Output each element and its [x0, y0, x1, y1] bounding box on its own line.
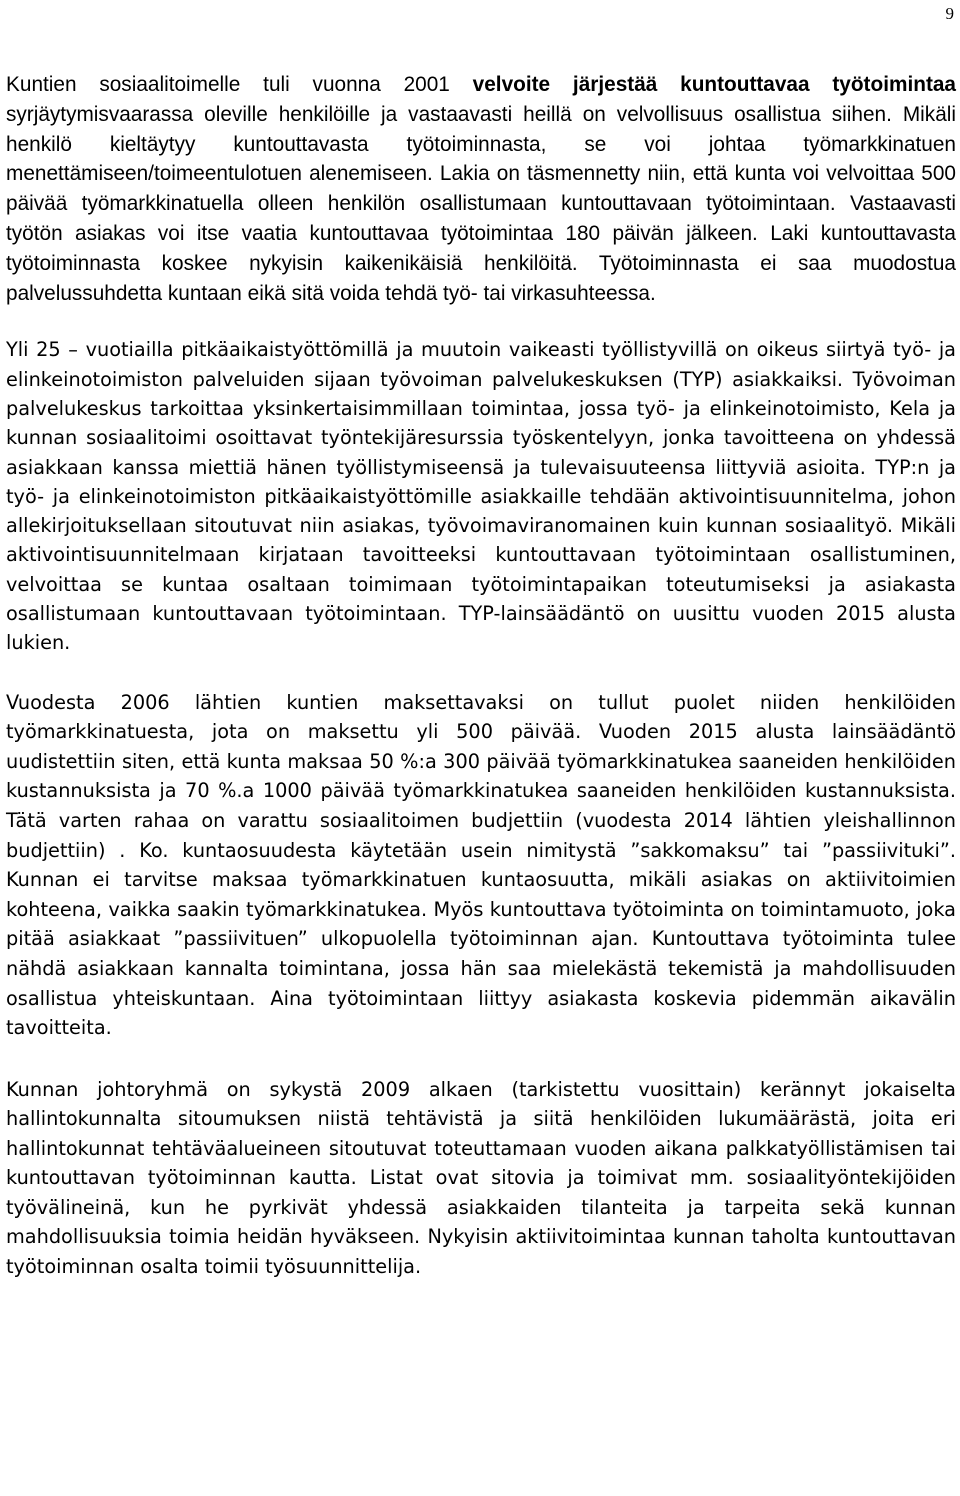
paragraph-rest-text: syrjäytymisvaarassa oleville henkilöille ja vastaavasti heillä on velvollisuus osallistua siihen. Mikäli henkilö kieltäytyy kuntouttavasta työtoiminnasta, se voi johtaa työmarkkinatuen menettämiseen/toimeentulotuen alenemiseen. Lakia on täsmennetty niin, että kunta voi velvoittaa 500 päivää työmarkkinatuella olleen henkilön osallistumaan kuntouttavaan työtoimintaan. Vastaavasti työtön asiakas voi itse vaatia kuntouttavaa työtoimintaa 180 päivän jälkeen. Laki kuntouttavasta työtoiminnasta koskee nykyisin kaikenikäisiä henkilöitä. Työtoiminnasta ei saa muodostua palvelussuhdetta kuntaan eikä sitä voida tehdä työ- tai virkasuhteessa. — [6, 102, 956, 305]
bold-emphasis: velvoite järjestää kuntouttavaa työtoimintaa — [472, 73, 957, 96]
paragraph-typ: Yli 25 – vuotiailla pitkäaikaistyöttömillä ja muutoin vaikeasti työllistyvillä on oikeus siirtyä työ- ja elinkeinotoimiston palveluiden sijaan työvoiman palvelukeskuksen (TYP) asiakkaiksi. Työvoiman palvelukeskus tarkoittaa yksinkertaisimmillaan toimintaa, jossa työ- ja elinkeinotoimisto, Kela ja kunnan sosiaalitoimi osoittavat työntekijäresurssia työskentelyyn, jonka tavoitteena on yhdessä asiakkaan kanssa miettiä hänen työllistymiseensä ja tulevaisuuteensa liittyviä asioita. TYP:n ja työ- ja elinkeinotoimiston pitkäaikaistyöttömille asiakkaille tehdään aktivointisuunnitelma, johon allekirjoituksellaan sitoutuvat niin asiakas, työvoimaviranomainen kuin kunnan sosiaalityö. Mikäli aktivointisuunnitelmaan kirjataan tavoitteeksi kuntouttavaan työtoimintaan osallistuminen, velvoittaa se kuntaa osaltaan toimimaan työtoimintapaikan toteutumiseksi ja asiakasta osallistumaan kuntouttavaan työtoimintaan. TYP-lainsäädäntö on uusittu vuoden 2015 alusta lukien. — [6, 338, 956, 655]
document-body — [6, 70, 956, 1281]
paragraph-commitments: Kunnan johtoryhmä on sykystä 2009 alkaen (tarkistettu vuosittain) kerännyt jokaiselta hallintokunnalta sitoumuksen niistä tehtävistä ja siitä henkilöiden lukumäärästä, joita eri hallintokunnat tehtäväalueineen sitoutuvat toteuttamaan vuoden aikana palkkatyöllistämisen tai kuntouttavan työtoiminnan kautta. Listat ovat sitovia ja toimivat mm. sosiaalityöntekijöiden työvälineinä, kun he pyrkivät yhdessä asiakkaiden tilanteita ja tarpeita sekä kunnan mahdollisuuksia toimia heidän hyväkseen. Nykyisin aktiivitoimintaa kunnan taholta kuntouttavan työtoiminnan osalta toimii työsuunnittelija. — [6, 1077, 956, 1278]
page-number: 9 — [945, 4, 954, 23]
paragraph-costs: Vuodesta 2006 lähtien kuntien maksettavaksi on tullut puolet niiden henkilöiden työmarkkinatuesta, jota on maksettu yli 500 päivää. Vuoden 2015 alusta lainsäädäntö uudistettiin siten, että kunta maksaa 50 %:a 300 päivää työmarkkinatukea saaneiden henkilöiden kustannuksista ja 70 %.a 1000 päivää työmarkkinatukea saaneiden henkilöiden kustannuksista. Tätä varten rahaa on varattu sosiaalitoimen budjettiin (vuodesta 2014 lähtien yleishallinnon budjettiin) . Ko. kuntaosuudesta käytetään usein nimitystä ”sakkomaksu” tai ”passiivituki”. Kunnan ei tarvitse maksaa työmarkkinatuen kuntaosuutta, mikäli asiakas on aktiivitoimien kohteena, vaikka saakin työmarkkinatukea. Myös kuntouttava työtoiminta on toimintamuoto, joka pitää asiakkaat ”passiivituen” ulkopuolella työtoiminnan ajan. Kuntouttava työtoiminta tulee nähdä asiakkaan kannalta toimintana, jossa hän saa mielekästä tekemistä ja mahdollisuuden osallistua yhteiskuntaan. Aina työtoimintaan liittyy asiakasta koskevia pidemmän aikavälin tavoitteita. — [6, 690, 956, 1040]
paragraph-obligation — [6, 70, 956, 308]
paragraph-intro-text: Kuntien sosiaalitoimelle tuli vuonna 2001 — [6, 73, 473, 96]
